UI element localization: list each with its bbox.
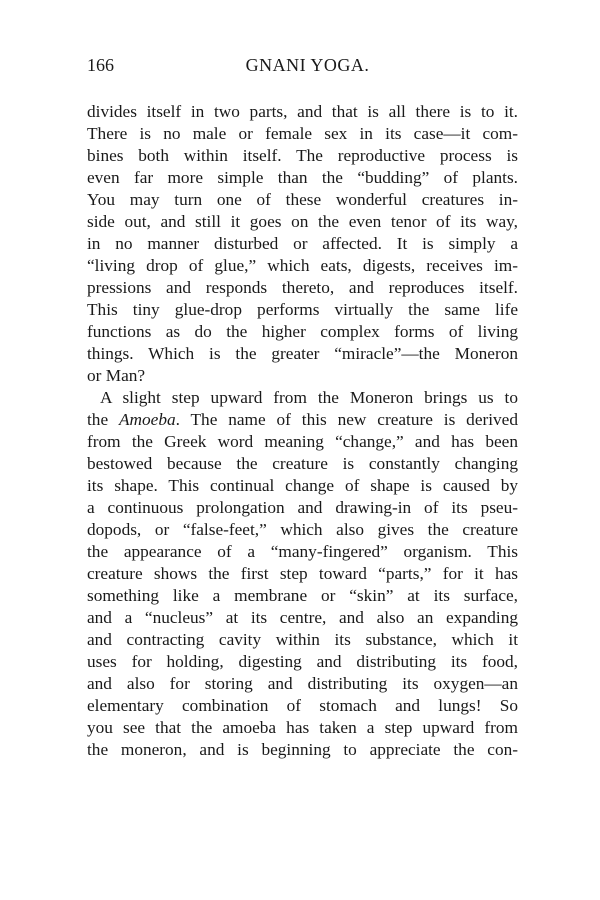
text-segment: something like a membrane or “skin” at its surface,: [87, 586, 518, 605]
text-segment: side out, and still it goes on the even tenor of its way,: [87, 212, 518, 231]
italic-term: Amoeba: [118, 410, 176, 429]
text-segment: you see that the amoeba has taken a step upward from: [87, 718, 518, 737]
text-line: [87, 101, 518, 123]
page-number: 166: [87, 55, 114, 75]
text-line: [87, 563, 518, 585]
text-line: [87, 299, 518, 321]
text-segment: in no manner disturbed or affected. It is simply a: [87, 234, 518, 253]
text-segment: and a “nucleus” at its centre, and also an expanding: [87, 608, 518, 627]
text-segment: uses for holding, digesting and distributing its food,: [87, 652, 518, 671]
text-line: [87, 123, 518, 145]
text-line: [87, 519, 518, 541]
text-segment: the appearance of a “many-fingered” organism. This: [87, 542, 518, 561]
text-line: [87, 211, 518, 233]
text-segment: a continuous prolongation and drawing-in of its pseu-: [87, 498, 518, 517]
text-line: [87, 277, 518, 299]
text-line: [87, 717, 518, 739]
text-segment: You may turn one of these wonderful creatures in-: [87, 190, 518, 209]
body-text: [87, 101, 518, 761]
text-line: [87, 541, 518, 563]
text-segment: . The name of this new creature is derived: [175, 410, 518, 429]
text-line: [87, 739, 518, 761]
text-segment: “living drop of glue,” which eats, digests, receives im-: [87, 256, 518, 275]
text-line: [87, 365, 518, 387]
text-segment: and contracting cavity within its substance, which it: [87, 630, 518, 649]
text-line: [87, 145, 518, 167]
text-segment: and also for storing and distributing its oxygen—an: [87, 674, 518, 693]
text-line: [87, 497, 518, 519]
text-segment: things. Which is the greater “miracle”—the Moneron: [87, 344, 518, 363]
text-line: [87, 321, 518, 343]
text-line: [87, 629, 518, 651]
text-line: [87, 233, 518, 255]
text-line: [87, 409, 518, 431]
text-segment: dopods, or “false-feet,” which also gives the creature: [87, 520, 518, 539]
running-title: GNANI YOGA.: [245, 55, 370, 75]
text-segment: pressions and responds thereto, and reproduces itself.: [87, 278, 518, 297]
text-line: [87, 189, 518, 211]
text-line: [87, 255, 518, 277]
text-line: [87, 453, 518, 475]
text-segment: There is no male or female sex in its case—it com-: [87, 124, 518, 143]
text-segment: bestowed because the creature is constantly changing: [87, 454, 518, 473]
text-segment: bines both within itself. The reproductive process is: [87, 146, 518, 165]
text-line: [87, 167, 518, 189]
running-header: [87, 55, 518, 81]
text-line: [87, 431, 518, 453]
text-segment: elementary combination of stomach and lungs! So: [87, 696, 518, 715]
text-line: [87, 673, 518, 695]
text-segment: functions as do the higher complex forms of living: [87, 322, 518, 341]
text-segment: or Man?: [87, 366, 146, 385]
text-line: [87, 695, 518, 717]
text-segment: creature shows the first step toward “parts,” for it has: [87, 564, 518, 583]
text-segment: This tiny glue-drop performs virtually the same life: [87, 300, 518, 319]
text-segment: A slight step upward from the Moneron brings us to: [100, 388, 518, 407]
text-segment: the: [87, 410, 119, 429]
text-line: [87, 475, 518, 497]
text-line: [87, 651, 518, 673]
text-line: [87, 387, 518, 409]
text-line: [87, 607, 518, 629]
text-segment: the moneron, and is beginning to appreciate the con-: [87, 740, 518, 759]
text-segment: divides itself in two parts, and that is all there is to it.: [87, 102, 518, 121]
text-segment: even far more simple than the “budding” of plants.: [87, 168, 518, 187]
text-line: [87, 585, 518, 607]
text-line: [87, 343, 518, 365]
text-segment: its shape. This continual change of shape is caused by: [87, 476, 518, 495]
text-segment: from the Greek word meaning “change,” and has been: [87, 432, 518, 451]
